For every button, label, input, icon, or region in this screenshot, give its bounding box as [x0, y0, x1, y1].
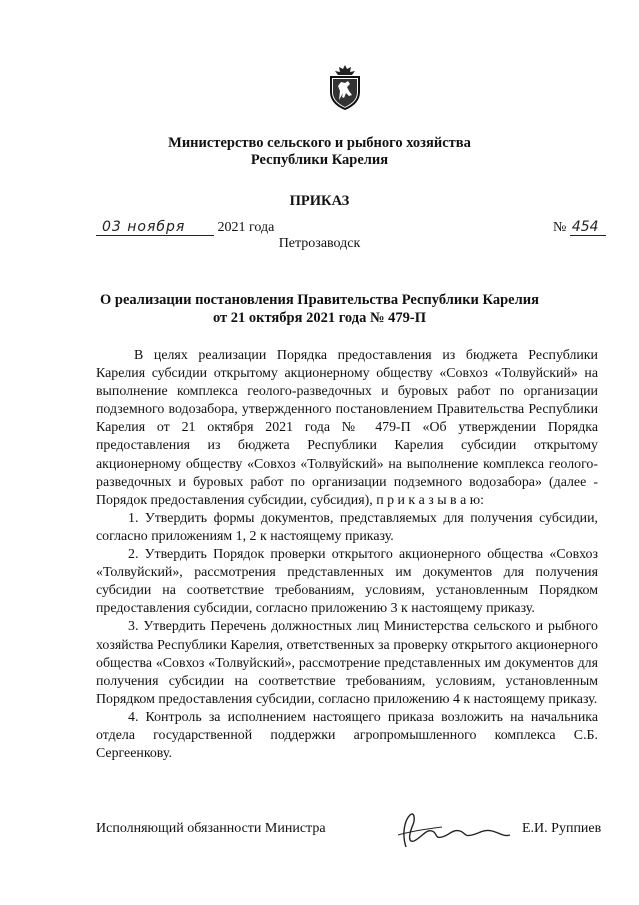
document-title: ПРИКАЗ — [289, 193, 350, 209]
subject-line1: О реализации постановления Правительства Республики Карелия — [100, 292, 539, 308]
order-item-1: 1. Утвердить формы документов, представляемых для получения субсидии, согласно приложениям 1, 2 к настоящему приказу. — [96, 510, 598, 544]
signer-position: Исполняющий обязанности Министра — [96, 821, 326, 836]
order-item-2: 2. Утвердить Порядок проверки открытого акционерного общества «Совхоз «Толвуйский», рассмотрения представленных им документов для получения субсидии на соответствие требованиям, условиям, установленным Порядком предоставления субсидии, согласно приложению 3 к настоящему приказу. — [96, 547, 598, 617]
order-item-4: 4. Контроль за исполнением настоящего приказа возложить на начальника отдела государственной поддержки агропромышленного комплекса С.Б. Сергеенкову. — [96, 709, 598, 762]
number-sign: № — [553, 220, 567, 235]
signer-name: Е.И. Руппиев — [522, 821, 602, 836]
order-item-3: 3. Утвердить Перечень должностных лиц Министерства сельского и рыбного хозяйства Республики Карелия, ответственных за проверку открытого акционерного общества «Совхоз «Толвуйский», рассмотрение представленных им документов для получения субсидии на соответствие требованиям, условиям, установленным Порядком предоставления субсидии, согласно приложению 4 к настоящему приказу. — [96, 619, 598, 707]
order-date — [96, 219, 274, 236]
handwritten-date: 03 ноября — [96, 219, 214, 236]
city: Петрозаводск — [278, 236, 361, 251]
karelia-coat-of-arms-icon — [328, 64, 362, 110]
document-body — [96, 347, 598, 763]
order-number — [553, 219, 606, 236]
handwritten-number: 454 — [570, 219, 606, 236]
handwritten-signature — [392, 805, 522, 855]
ministry-name-line1: Министерство сельского и рыбного хозяйства — [168, 135, 471, 151]
date-year: 2021 года — [217, 220, 275, 235]
preamble-paragraph: В целях реализации Порядка предоставления из бюджета Республики Карелия субсидии открытому акционерному обществу «Совхоз «Толвуйский» на выполнение комплекса геолого-разведочных и буровых работ по организации подземного водозабора, утвержденного постановлением Правительства Республики Карелия от 21 октября 2021 года № 479-П «Об утверждении Порядка предоставления из бюджета Республики Карелия субсидии открытому акционерному обществу «Совхоз «Толвуйский» на выполнение комплекса геолого-разведочных и буровых работ по организации подземного водозабора» (далее - Порядок предоставления субсидии, субсидия), п р и к а з ы в а ю: — [96, 348, 598, 508]
ministry-name-line2: Республики Карелия — [250, 152, 389, 168]
subject-line2: от 21 октября 2021 года № 479-П — [212, 310, 427, 326]
